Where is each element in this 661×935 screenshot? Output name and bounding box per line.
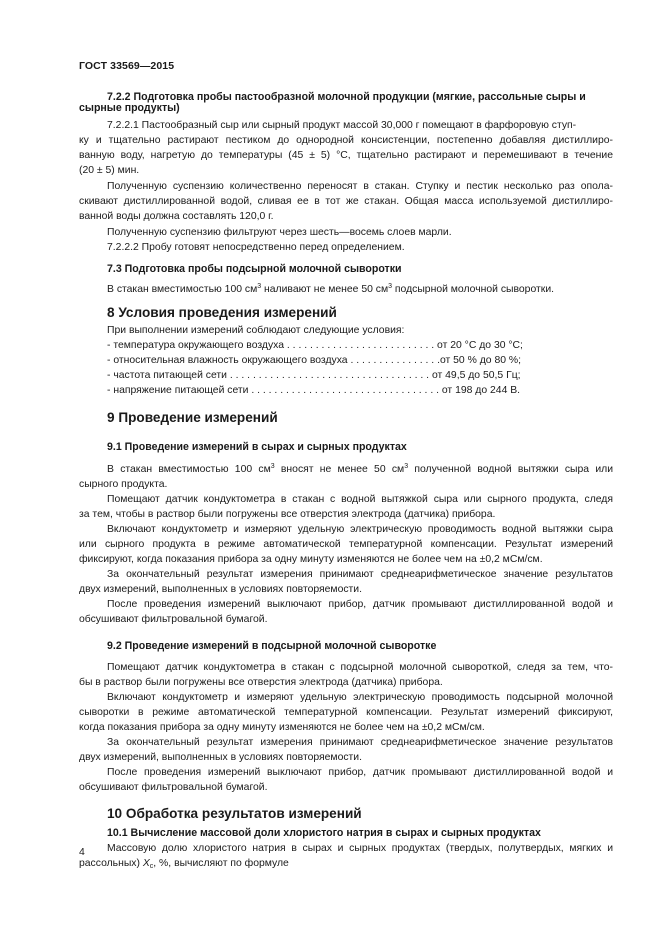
para-7-2-2-1-line1: 7.2.2.1 Пастообразный сыр или сырный продукт массой 30,000 г помещают в фарфоровую ступ- bbox=[107, 120, 577, 131]
heading-section-8: 8 Условия проведения измерений bbox=[107, 305, 337, 320]
para-9-1-3-line1: Включают кондуктометр и измеряют удельную электрическую проводимость водной вытяжки сыра bbox=[107, 524, 613, 535]
para-7-2-2-2: 7.2.2.2 Пробу готовят непосредственно перед определением. bbox=[107, 242, 405, 253]
condition-item: - относительная влажность окружающего воздуха . . . . . . . . . . . . . . . .от 50 % до 80 %; bbox=[107, 355, 522, 366]
document-header: ГОСТ 33569—2015 bbox=[79, 60, 175, 72]
para-7-2-2-1-line4: (20 ± 5) мин. bbox=[79, 165, 140, 176]
para-9-2-3-line1: За окончательный результат измерения принимают среднеарифметическое значение результатов bbox=[107, 737, 613, 748]
para-9-2-1-line2: бы в раствор были погружены все отверстия электрода (датчика) прибора. bbox=[79, 677, 443, 688]
heading-section-9: 9 Проведение измерений bbox=[107, 410, 278, 425]
para-9-2-2-line1: Включают кондуктометр и измеряют удельную электрическую проводимость подсырной молочной bbox=[107, 692, 613, 703]
para-9-1-3-line2: или сырного продукта в режиме автоматической температурной компенсации. Результат измерений bbox=[79, 539, 613, 550]
para-9-2-2-line3: когда показания прибора за одну минуту изменяются не более чем на ±0,2 мСм/см. bbox=[79, 722, 485, 733]
heading-10-1: 10.1 Вычисление массовой доли хлористого натрия в сырах и сырных продуктах bbox=[107, 827, 541, 839]
condition-item: - температура окружающего воздуха . . . . . . . . . . . . . . . . . . . . . . . . . . от 20 °С до 30 °С; bbox=[107, 340, 523, 351]
para-9-1-1-line1: В стакан вместимостью 100 $см^3$ вносят не менее 50 $см^3$ полученной водной вытяжки сыра или bbox=[107, 463, 614, 475]
para-8-intro: При выполнении измерений соблюдают следующие условия: bbox=[107, 325, 405, 336]
para-suspension-line3: ванной воды должна составлять 120,0 г. bbox=[79, 211, 274, 222]
heading-7-2-2: 7.2.2 Подготовка пробы пастообразной молочной продукции (мягкие, рассольные сыры и bbox=[107, 91, 586, 103]
para-9-2-4-line2: обсушивают фильтровальной бумагой. bbox=[79, 782, 268, 793]
para-suspension-line2: скивают дистиллированной водой, сливая ее в тот же стакан. Общая масса используемой дистиллиро- bbox=[79, 196, 613, 207]
sup-3: 3 bbox=[388, 283, 393, 290]
page-number: 4 bbox=[79, 847, 85, 858]
para-7-2-2-1-line2: ку и тщательно растирают пестиком до однородной консистенции, постепенно добавляя дистиллиро- bbox=[79, 135, 613, 146]
heading-section-10: 10 Обработка результатов измерений bbox=[107, 806, 362, 821]
para-9-2-4-line1: После проведения измерений выключают прибор, датчик промывают дистиллированной водой и bbox=[107, 767, 613, 778]
para-9-1-4-line1: За окончательный результат измерения принимают среднеарифметическое значение результатов bbox=[107, 569, 613, 580]
para-10-1-line2: рассольных) $X_c$, %, вычисляют по формуле bbox=[79, 858, 289, 870]
para-9-2-2-line2: сыворотки в режиме автоматической температурной компенсации. Результат измерений фиксируют, bbox=[79, 707, 613, 718]
para-filter: Полученную суспензию фильтруют через шесть—восемь слоев марли. bbox=[107, 227, 452, 238]
para-9-1-4-line2: двух измерений, выполненных в условиях повторяемости. bbox=[79, 584, 362, 595]
heading-9-1: 9.1 Проведение измерений в сырах и сырных продуктах bbox=[107, 441, 407, 453]
variable-xc: X bbox=[142, 858, 150, 869]
para-9-1-5-line2: обсушивают фильтровальной бумагой. bbox=[79, 614, 268, 625]
para-9-1-1-line2: сырного продукта. bbox=[79, 479, 168, 490]
para-10-1-line1: Массовую долю хлористого натрия в сырах и сырных продуктах (твердых, полутвердых, мягких и bbox=[107, 843, 613, 854]
para-9-1-2-line2: за тем, чтобы в раствор были погружены все отверстия электрода (датчика) прибора. bbox=[79, 509, 496, 520]
heading-9-2: 9.2 Проведение измерений в подсырной молочной сыворотке bbox=[107, 640, 437, 652]
para-9-1-2-line1: Помещают датчик кондуктометра в стакан с водной вытяжкой сыра или сырного продукта, следя bbox=[107, 494, 613, 505]
para-suspension-line1: Полученную суспензию количественно переносят в стакан. Ступку и пестик несколько раз опола- bbox=[107, 181, 613, 192]
para-9-2-3-line2: двух измерений, выполненных в условиях повторяемости. bbox=[79, 752, 362, 763]
condition-item: - напряжение питающей сети . . . . . . . . . . . . . . . . . . . . . . . . . . . . . . . . . от 198 до 244 В. bbox=[107, 385, 521, 396]
condition-item: - частота питающей сети . . . . . . . . . . . . . . . . . . . . . . . . . . . . . . . . . . . от 49,5 до 50,5 Гц; bbox=[107, 370, 521, 381]
para-9-1-3-line3: фиксируют, когда показания прибора за одну минуту изменяются не более чем на ±0,2 мСм/см. bbox=[79, 554, 543, 565]
para-9-1-5-line1: После проведения измерений выключают прибор, датчик промывают дистиллированной водой и bbox=[107, 599, 613, 610]
para-9-2-1-line1: Помещают датчик кондуктометра в стакан с подсырной молочной сывороткой, следя за тем, что- bbox=[107, 662, 613, 673]
para-7-2-2-1-line3: ванную воду, нагретую до температуры (45 ± 5) °С, тщательно растирают и перемешивают в течение bbox=[79, 150, 613, 161]
heading-7-2-2-cont: сырные продукты) bbox=[79, 102, 180, 114]
para-7-3: В стакан вместимостью 100 $см^3$ наливают не менее 50 $см^3$ подсырной молочной сыворотки. bbox=[107, 283, 555, 295]
heading-7-3: 7.3 Подготовка пробы подсырной молочной сыворотки bbox=[107, 263, 402, 275]
